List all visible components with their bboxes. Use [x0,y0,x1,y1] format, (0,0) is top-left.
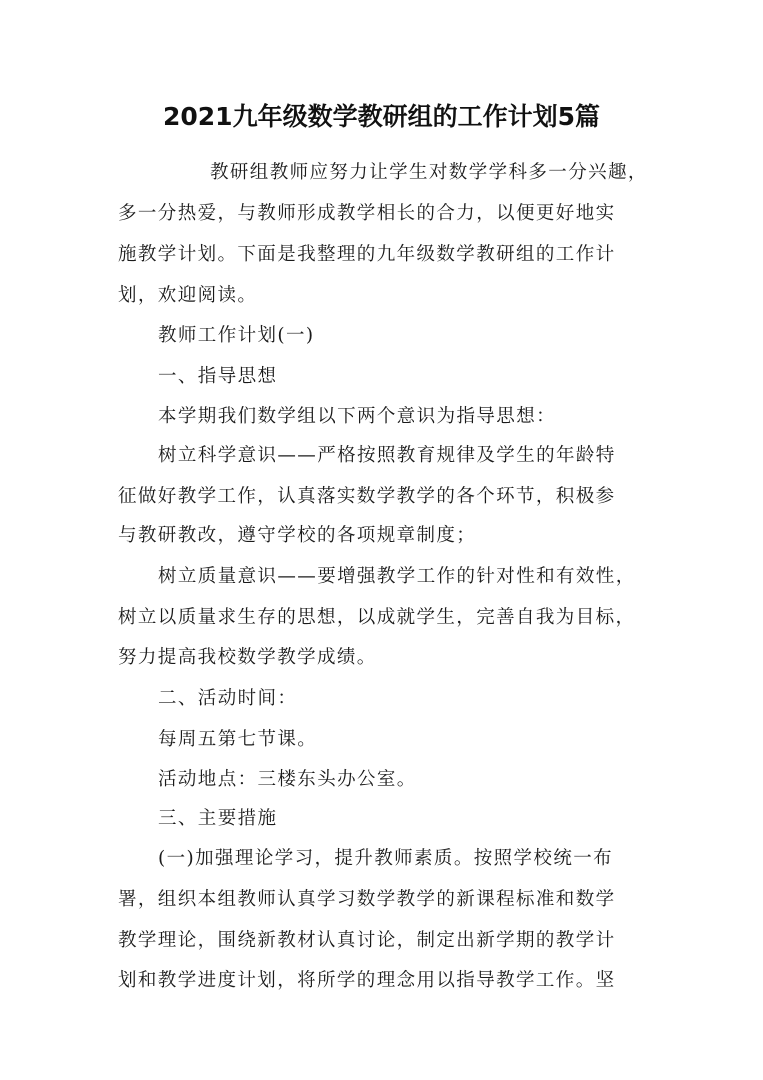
section-heading: 三、主要措施 [158,808,278,829]
paragraph-line: 树立质量意识——要增强教学工作的针对性和有效性， [158,566,636,587]
paragraph-line: 划和教学进度计划，将所学的理念用以指导教学工作。坚 [118,970,616,991]
paragraph-line: 本学期我们数学组以下两个意识为指导思想： [158,406,557,427]
paragraph-line: 树立以质量求生存的思想，以成就学生，完善自我为目标， [118,607,636,628]
paragraph-line: 树立科学意识——严格按照教育规律及学生的年龄特 [158,445,616,466]
paragraph-line: 教研组教师应努力让学生对数学学科多一分兴趣， [210,162,648,183]
section-heading: 二、活动时间： [158,688,298,709]
section-heading: 教师工作计划(一) [158,325,315,346]
paragraph-line: 多一分热爱，与教师形成教学相长的合力，以便更好地实 [118,203,616,224]
paragraph-line: 与教研教改，遵守学校的各项规章制度； [118,525,477,546]
section-heading: 一、指导思想 [158,366,278,387]
paragraph-line: 教学理论，围绕新教材认真讨论，制定出新学期的教学计 [118,930,616,951]
paragraph-line: 努力提高我校数学教学成绩。 [118,647,377,668]
paragraph-line: 署，组织本组教师认真学习数学教学的新课程标准和数学 [118,889,616,910]
paragraph-line: 征做好教学工作，认真落实数学教学的各个环节，积极参 [118,486,616,507]
paragraph-line: 活动地点：三楼东头办公室。 [158,769,417,790]
document-title: 2021九年级数学教研组的工作计划5篇 [163,102,600,131]
paragraph-line: (一)加强理论学习，提升教师素质。按照学校统一布 [158,848,614,869]
paragraph-line: 每周五第七节课。 [158,729,318,750]
paragraph-line: 划，欢迎阅读。 [118,285,258,306]
paragraph-line: 施教学计划。下面是我整理的九年级数学教研组的工作计 [118,244,616,265]
